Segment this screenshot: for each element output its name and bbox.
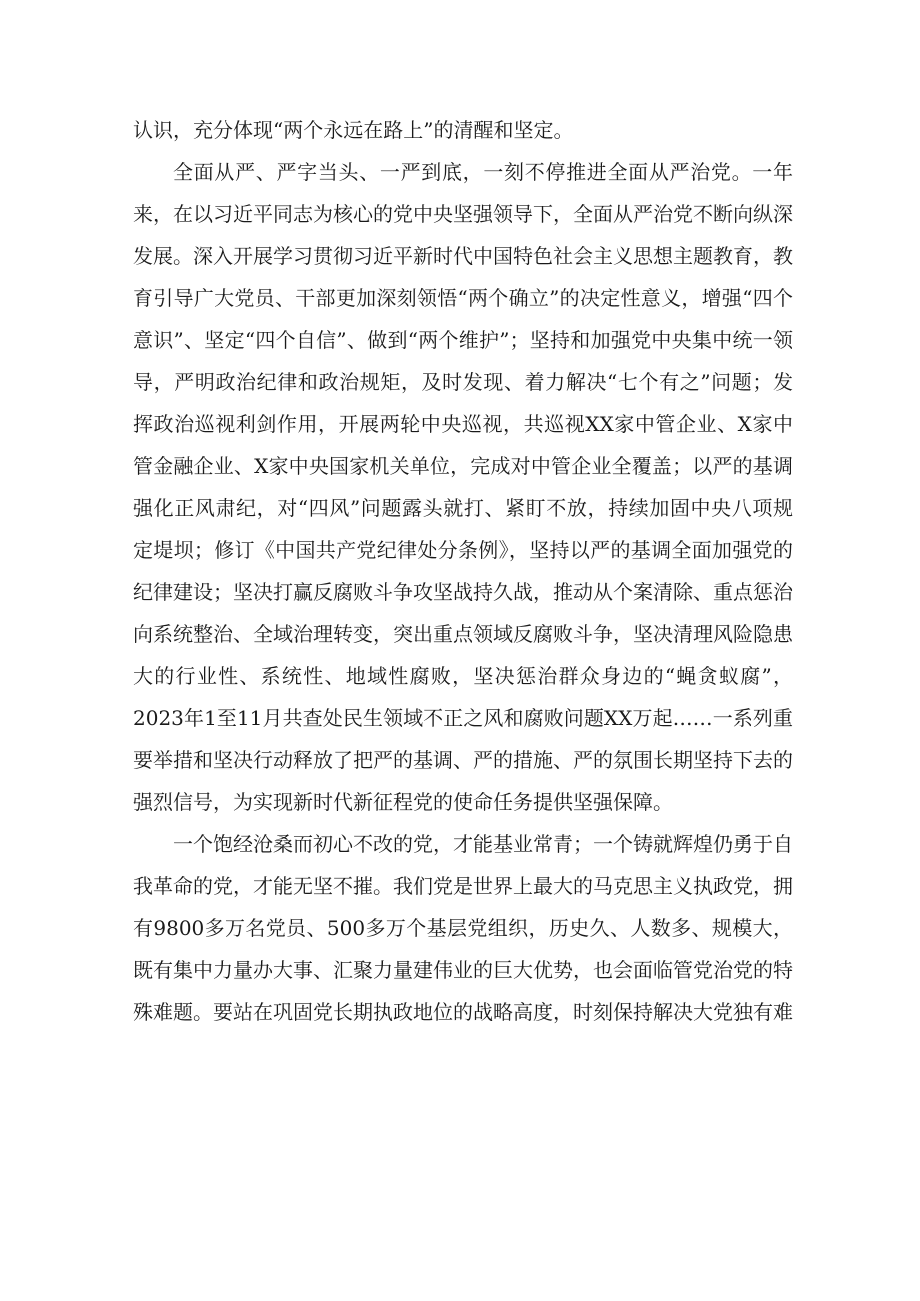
- paragraph-self-revolution: 一个饱经沧桑而初心不改的党，才能基业常青；一个铸就辉煌仍勇于自我革命的党，才能无坚不摧。我们党是世界上最大的马克思主义执政党，拥有9800多万名党员、500多万个基层党组织，历史久、人数多、规模大，既有集中力量办大事、汇聚力量建伟业的巨大优势，也会面临管党治党的特殊难题。要站在巩固党长期执政地位的战略高度，时刻保持解决大党独有难: [133, 832, 793, 1024]
- paragraph-continuation: 认识，充分体现“两个永远在路上”的清醒和坚定。: [133, 118, 574, 142]
- document-body: [133, 109, 793, 1033]
- paragraph-strict-governance: 全面从严、严字当头、一严到底，一刻不停推进全面从严治党。一年来，在以习近平同志为核心的党中央坚强领导下，全面从严治党不断向纵深发展。深入开展学习贯彻习近平新时代中国特色社会主义思想主题教育，教育引导广大党员、干部更加深刻领悟“两个确立”的决定性意义，增强“四个意识”、坚定“四个自信”、做到“两个维护”；坚持和加强党中央集中统一领导，严明政治纪律和政治规矩，及时发现、着力解决“七个有之”问题；发挥政治巡视利剑作用，开展两轮中央巡视，共巡视XX家中管企业、X家中管金融企业、X家中央国家机关单位，完成对中管企业全覆盖；以严的基调强化正风肃纪，对“四风”问题露头就打、紧盯不放，持续加固中央八项规定堤坝；修订《中国共产党纪律处分条例》，坚持以严的基调全面加强党的纪律建设；坚决打赢反腐败斗争攻坚战持久战，推动从个案清除、重点惩治向系统整治、全域治理转变，突出重点领域反腐败斗争，坚决清理风险隐患大的行业性、系统性、地域性腐败，坚决惩治群众身边的“蝇贪蚁腐”，2023年1至11月共查处民生领域不正之风和腐败问题XX万起……一系列重要举措和坚决行动释放了把严的基调、严的措施、严的氛围长期坚持下去的强烈信号，为实现新时代新征程党的使命任务提供坚强保障。: [133, 160, 793, 814]
